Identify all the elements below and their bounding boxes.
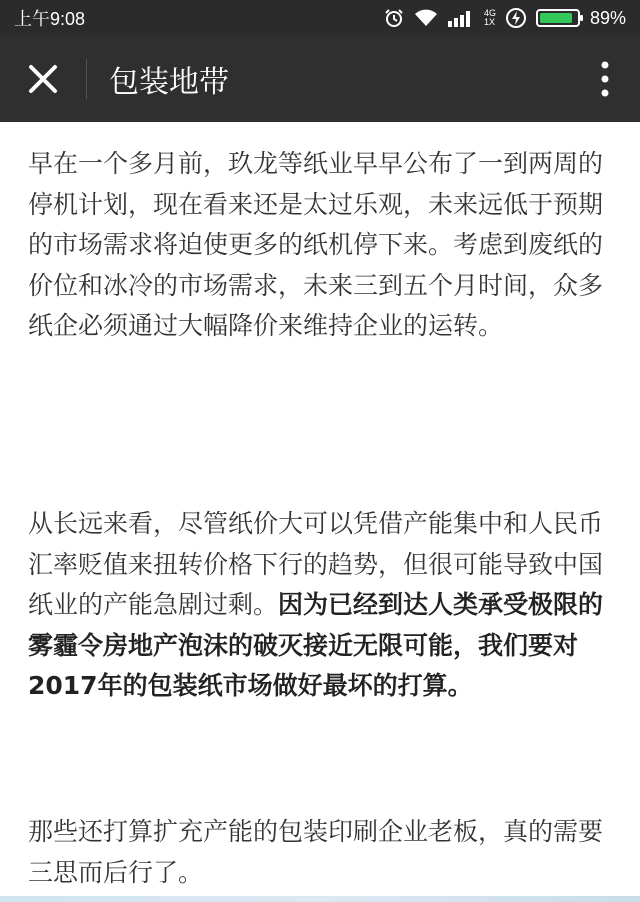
close-button[interactable] [0,36,86,122]
network-sub-label: 1X [483,17,495,27]
article-paragraph-3: 那些还打算扩充产能的包装印刷企业老板，真的需要三思而后行了。 [28,817,604,887]
status-bar [0,0,640,36]
status-icons [384,8,626,29]
more-vertical-icon [600,61,610,97]
article-paragraph-1: 早在一个多月前，玖龙等纸业早早公布了一到两周的停机计划，现在看来还是太过乐观，未来远低于预期的市场需求将迫使更多的纸机停下来。考虑到废纸的价位和冰冷的市场需求，未来三到五个月时间，众多纸企必须通过大幅降价来维持企业的运转。 [28,149,604,341]
page-title: 包装地带 [109,65,229,100]
status-time: 上午9:08 [14,9,86,29]
battery-percent: 89% [589,7,626,28]
alarm-icon [384,8,404,28]
network-label: 4G [483,8,496,18]
network-type [484,9,496,27]
battery-fill [540,13,572,23]
paragraph-2-bold-text: 因为已经到达人类承受极限的雾霾令房地产泡沫的破灭接近无限可能，我们要对2017年的包装纸市场做好最坏的打算。 [28,590,604,701]
bottom-image-edge [0,896,640,902]
paragraph-2-text: 从长远来看，尽管纸价大可以凭借产能集中和人民币汇率贬值来扭转价格下行的趋势，但很可能导致中国纸业的产能急剧过剩。 [28,509,604,620]
charging-icon [506,8,526,28]
signal-icon [448,9,474,27]
close-icon [28,64,58,94]
more-button[interactable] [570,36,640,122]
battery-icon [536,9,580,27]
title-bar [0,36,640,122]
title-divider [86,59,87,99]
wifi-icon [414,9,438,27]
article-paragraph-2 [28,504,618,707]
